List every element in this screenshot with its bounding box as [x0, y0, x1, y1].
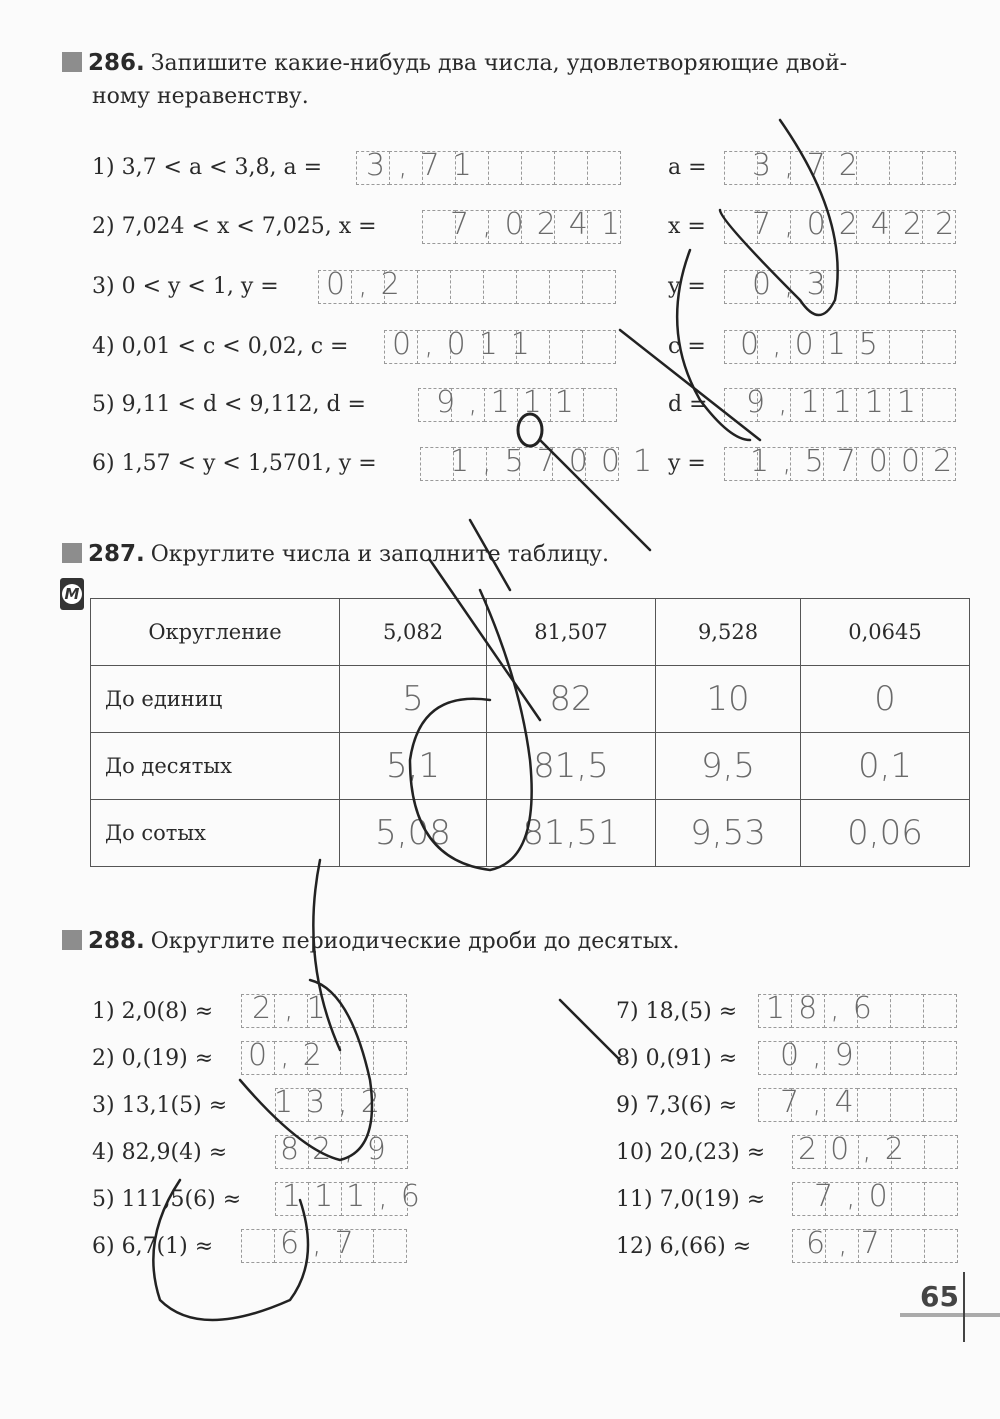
variable-label: a =: [668, 155, 707, 180]
rounding-table: [90, 598, 970, 867]
handwritten-answer: 82,9: [280, 1132, 399, 1167]
handwritten-answer: 7,02422: [752, 207, 968, 242]
fraction-label: 2) 0,(19) ≈: [92, 1046, 214, 1071]
handwritten-answer: 0,015: [740, 327, 891, 362]
row-label: До сотых: [91, 800, 340, 867]
handwritten-answer: 18,6: [766, 991, 885, 1026]
fraction-label: 11) 7,0(19) ≈: [616, 1187, 766, 1212]
page-number: 65: [920, 1280, 959, 1313]
task-287-heading: 287. Округлите числа и заполните таблицу.: [62, 537, 609, 572]
variable-label: y =: [668, 274, 706, 299]
table-header-cell: 0,0645: [801, 599, 970, 666]
fraction-label: 12) 6,(66) ≈: [616, 1234, 752, 1259]
handwritten-answer: 0,9: [780, 1038, 867, 1073]
fraction-label: 6) 6,7(1) ≈: [92, 1234, 214, 1259]
table-cell[interactable]: 0,1: [801, 733, 970, 800]
table-row: [91, 666, 970, 733]
table-cell[interactable]: 5,1: [340, 733, 487, 800]
handwritten-answer: 0,011: [392, 327, 543, 362]
handwritten-answer: 0,2: [248, 1038, 335, 1073]
variable-label: y =: [668, 451, 706, 476]
task-288-heading: 288. Округлите периодические дроби до десятых.: [62, 924, 680, 959]
table-cell[interactable]: 0,06: [801, 800, 970, 867]
fraction-label: 5) 111,5(6) ≈: [92, 1187, 242, 1212]
inequality-label: 4) 0,01 < c < 0,02, c =: [92, 334, 349, 359]
fraction-label: 1) 2,0(8) ≈: [92, 999, 214, 1024]
task-286-heading: 286. Запишите какие-нибудь два числа, удовлетворяющие двой-: [62, 46, 847, 81]
handwritten-answer: 7,4: [780, 1085, 867, 1120]
fraction-label: 3) 13,1(5) ≈: [92, 1093, 228, 1118]
handwritten-answer: 9,111: [436, 385, 587, 420]
table-cell[interactable]: 5,08: [340, 800, 487, 867]
row-label: До единиц: [91, 666, 340, 733]
handwritten-answer: 0,3: [752, 267, 839, 302]
table-cell[interactable]: 0: [801, 666, 970, 733]
fraction-label: 10) 20,(23) ≈: [616, 1140, 766, 1165]
table-cell[interactable]: 82: [487, 666, 656, 733]
table-cell[interactable]: 9,53: [656, 800, 801, 867]
task-286-heading-cont: ному неравенству.: [92, 84, 309, 109]
variable-label: d =: [668, 392, 708, 417]
level-badge-icon: М: [60, 578, 84, 610]
table-header-cell: 5,082: [340, 599, 487, 666]
handwritten-answer: 6,7: [280, 1226, 367, 1261]
handwritten-answer: 111,6: [282, 1179, 433, 1214]
table-header-cell: Округление: [91, 599, 340, 666]
handwritten-answer: 7,0: [814, 1179, 901, 1214]
inequality-label: 1) 3,7 < a < 3,8, a =: [92, 155, 323, 180]
table-row: [91, 800, 970, 867]
task-marker-icon: [62, 52, 82, 72]
inequality-label: 2) 7,024 < x < 7,025, x =: [92, 214, 377, 239]
inequality-label: 3) 0 < y < 1, y =: [92, 274, 279, 299]
table-row: [91, 733, 970, 800]
table-header-row: [91, 599, 970, 666]
task-marker-icon: [62, 930, 82, 950]
page-margin-line: [963, 1272, 965, 1342]
handwritten-answer: 2,1: [252, 991, 339, 1026]
task-marker-icon: [62, 543, 82, 563]
variable-label: c =: [668, 334, 706, 359]
table-cell[interactable]: 5: [340, 666, 487, 733]
row-label: До десятых: [91, 733, 340, 800]
table-header-cell: 9,528: [656, 599, 801, 666]
fraction-label: 4) 82,9(4) ≈: [92, 1140, 228, 1165]
handwritten-answer: 0,2: [326, 267, 413, 302]
inequality-label: 5) 9,11 < d < 9,112, d =: [92, 392, 366, 417]
page-number-rule: [900, 1313, 1000, 1317]
handwritten-answer: 20,2: [798, 1132, 917, 1167]
handwritten-answer: 9,1111: [746, 385, 929, 420]
handwritten-answer: 3,72: [752, 148, 871, 183]
table-cell[interactable]: 81,51: [487, 800, 656, 867]
inequality-label: 6) 1,57 < y < 1,5701, y =: [92, 451, 377, 476]
table-header-cell: 81,507: [487, 599, 656, 666]
handwritten-answer: 13,2: [274, 1085, 393, 1120]
handwritten-answer: 1,57002: [750, 444, 966, 479]
handwritten-answer: 7,0241: [450, 207, 633, 242]
handwritten-answer: 1,57001: [450, 444, 666, 479]
handwritten-answer: 3,71: [366, 148, 485, 183]
fraction-label: 9) 7,3(6) ≈: [616, 1093, 738, 1118]
fraction-label: 7) 18,(5) ≈: [616, 999, 738, 1024]
variable-label: x =: [668, 214, 706, 239]
table-cell[interactable]: 81,5: [487, 733, 656, 800]
table-cell[interactable]: 9,5: [656, 733, 801, 800]
table-cell[interactable]: 10: [656, 666, 801, 733]
fraction-label: 8) 0,(91) ≈: [616, 1046, 738, 1071]
handwritten-answer: 6,7: [806, 1226, 893, 1261]
